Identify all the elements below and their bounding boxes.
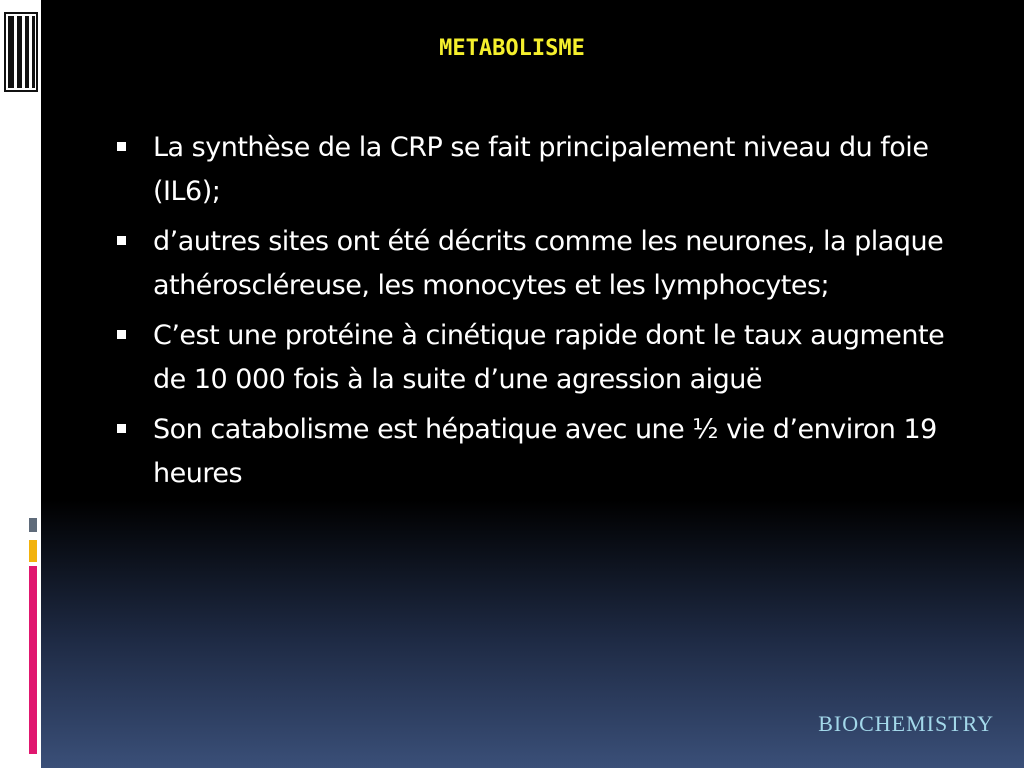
bullet-text: La synthèse de la CRP se fait principalement niveau du foie (IL6); [153, 132, 929, 207]
bullet-item [115, 126, 975, 214]
bullet-item [115, 408, 975, 496]
footer-label: BIOCHEMISTRY [818, 711, 994, 736]
bullet-item [115, 314, 975, 402]
accent-bar-pink [29, 566, 37, 754]
bullet-item [115, 220, 975, 308]
bullet-text: C’est une protéine à cinétique rapide dont le taux augmente de 10 000 fois à la suite d’une agression aiguë [153, 320, 945, 395]
bullet-list [115, 126, 975, 502]
square-bullet-icon [117, 424, 126, 433]
square-bullet-icon [117, 142, 126, 151]
accent-block-yellow [29, 540, 37, 562]
bullet-text: d’autres sites ont été décrits comme les neurones, la plaque athéroscléreuse, les monocytes et les lymphocytes; [153, 226, 944, 301]
square-bullet-icon [117, 330, 126, 339]
square-bullet-icon [117, 236, 126, 245]
slide-title: METABOLISME [439, 36, 585, 61]
left-decoration-strip [0, 0, 41, 768]
bullet-text: Son catabolisme est hépatique avec une ½ vie d’environ 19 heures [153, 414, 937, 489]
accent-block-gray [29, 518, 37, 532]
